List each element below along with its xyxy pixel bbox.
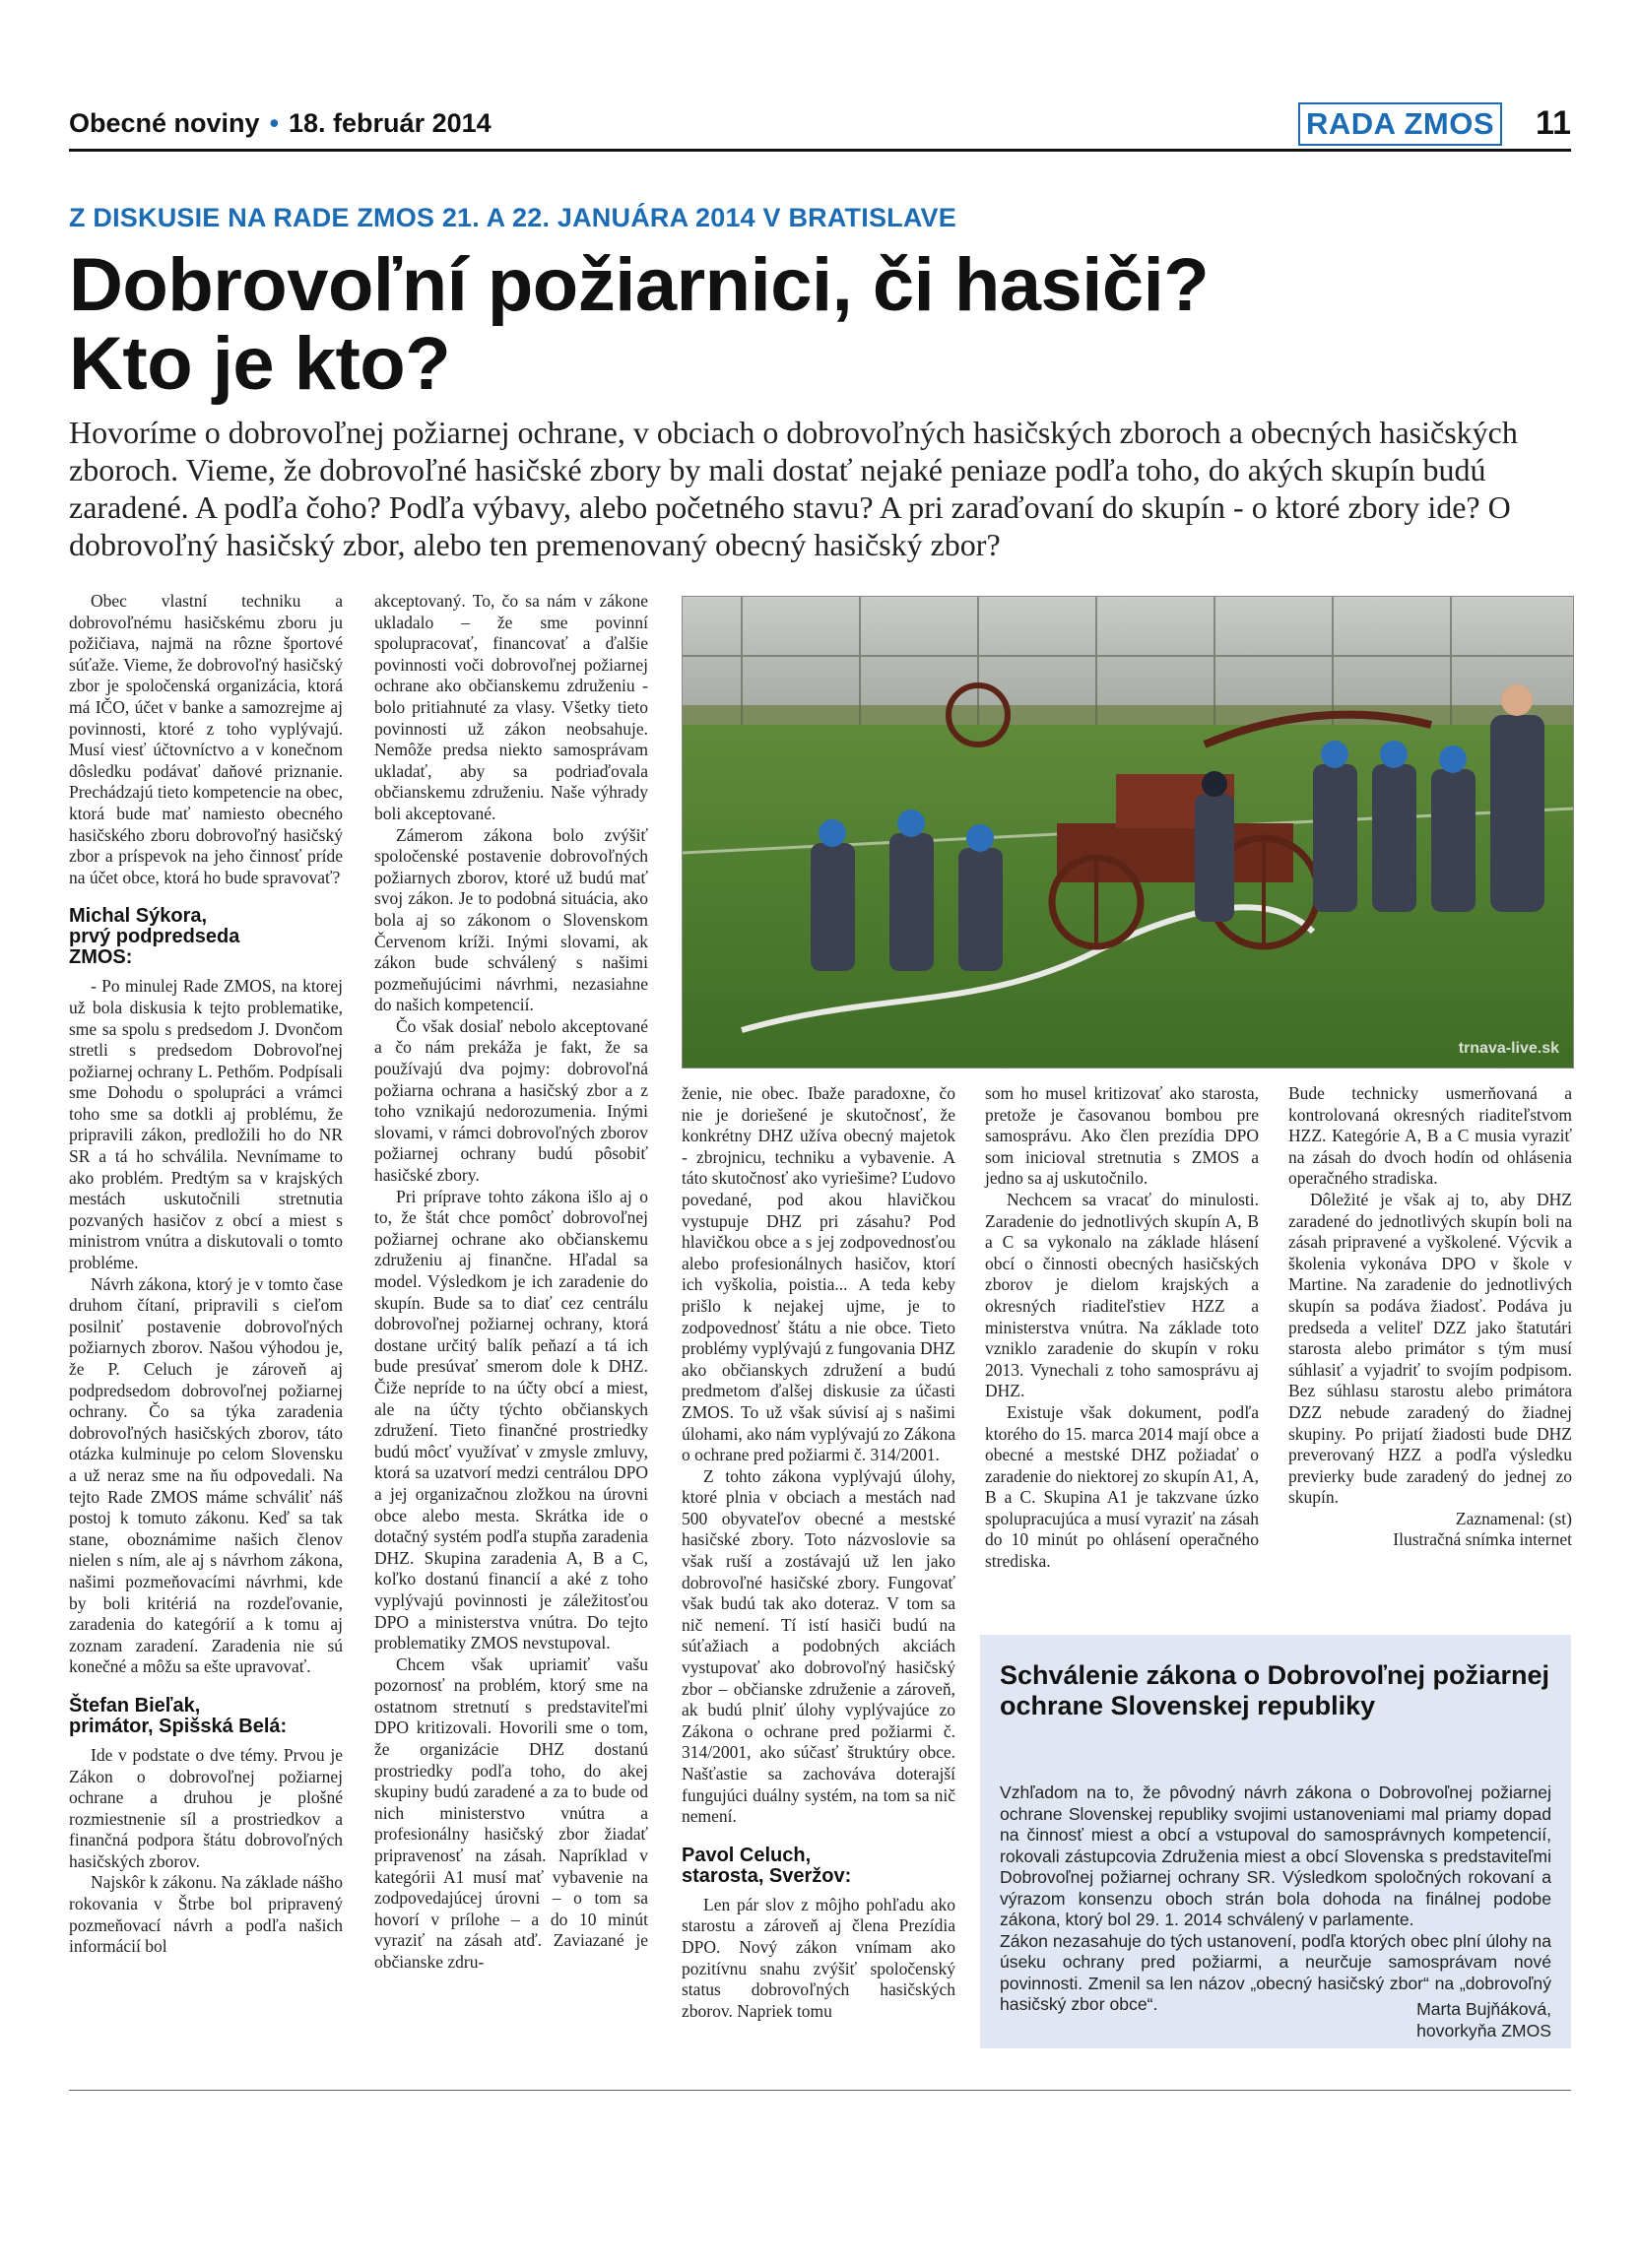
photo-credit: trnava-live.sk <box>1458 1040 1559 1057</box>
article-column-3 <box>682 1083 955 2022</box>
paragraph: Zámerom zákona bolo zvýšiť spoločenské postavenie dobrovoľných požiarnych zborov, ktoré už budú mať svoj zákon. Je to podobná situácia, ako bola aj so zákonom o Slovenskom Červenom kríži. Inými slovami, ak zákon bude schválený s našimi pozmeňujúcimi návrhmi, nezasiahne do našich kompetencií. <box>374 824 648 1015</box>
sidebar-title: Schválenie zákona o Dobrovoľnej požiarnej ochrane Slovenskej republiky <box>1000 1660 1550 1720</box>
signature-name: Marta Bujňáková, <box>1416 1999 1551 2019</box>
paragraph: Len pár slov z môjho pohľadu ako starostu a zároveň aj člena Prezídia DPO. Nový zákon vnímam ako pozitívnu snahu zvýšiť spoločenský status dobrovoľných hasičských zborov. Napriek tomu <box>682 1894 955 2021</box>
footer-rule <box>69 2090 1571 2091</box>
author-credit: Zaznamenal: (st) <box>1455 1508 1572 1528</box>
paragraph: Čo však dosiaľ nebolo akceptované a čo nám prekáža je fakt, že sa používajú dva pojmy: dobrovoľná požiarna ochrana a hasičský zbor a z toho vznikajú nedorozumenia. Inými slovami, v rámci dobrovoľných zborov požiarnej ochrany budú pôsobiť hasičské zbory. <box>374 1015 648 1186</box>
paragraph: Ide v podstate o dve témy. Prvou je Zákon o dobrovoľnej požiarnej ochrane a druhou je plošné rozmiestnenie síl a prostriedkov a finančná podpora štátu dobrovoľných hasičských zborov. <box>69 1744 343 1871</box>
article-photo <box>682 596 1574 1069</box>
paragraph: Nechcem sa vracať do minulosti. Zaradenie do jednotlivých skupín A, B a C sa vykonalo na základe hlásení obcí o činnosti obecných hasičských zborov je dielom krajských a okresných riaditeľstiev HZZ a ministerstva vnútra. Na základe toto vzniklo zaradenie do skupín v roku 2013. Vynechali z toho samosprávu aj DHZ. <box>985 1189 1259 1401</box>
paragraph: Existuje však dokument, podľa ktorého do 15. marca 2014 mají obce a obecné a mestské DHZ požiadať o zaradenie do niektorej zo skupín A1, A, B a C. Skupina A1 je takzvane úzko spolupracujúca a musí vyraziť na zásah do 10 minút po ohlásení operačného strediska. <box>985 1401 1259 1572</box>
paragraph: Pri príprave tohto zákona išlo aj o to, že štát chce pomôcť dobrovoľnej požiarnej ochrane ako občianskemu združeniu aj finančne. Hľadal sa model. Výsledkom je ich zaradenie do skupín. Bude sa to diať cez centrálu dobrovoľnej požiarnej ochrany, ktorá dostane určitý balík peňazí a tá ich bude presúvať smerom dole k DHZ. Čiže nepríde to na účty obcí a miest, ale na účty týchto občianskych združení. Tieto finančné prostriedky budú môcť využívať v zmysle zmluvy, ktorá sa uzatvorí medzi centrálou DPO a jej organizačnou zložkou na úrovni obce alebo mesta. Skrátka ide o dotačný systém podľa stupňa zaradenia DHZ. Skupina zaradenia A, B a C, koľko dostanú financií a aké z toho vyplývajú povinnosti je záležitosťou DPO a ministerstva vnútra. Do tejto problematiky ZMOS nevstupoval. <box>374 1186 648 1653</box>
speaker-name: Štefan Bieľak, <box>69 1694 201 1717</box>
speaker-heading <box>69 1696 343 1737</box>
speaker-heading <box>682 1846 955 1887</box>
publication-name: Obecné noviny <box>69 108 260 138</box>
headline-line-1: Dobrovoľní požiarnici, či hasiči? <box>69 243 1210 327</box>
speaker-role: ZMOS: <box>69 946 133 969</box>
section-badge: RADA ZMOS <box>1298 102 1502 146</box>
speaker-role: primátor, Spišská Belá: <box>69 1715 288 1737</box>
firefighters-photo-illustration <box>683 597 1573 1068</box>
photo-source-credit: Ilustračná snímka internet <box>1393 1529 1572 1550</box>
speaker-name: Pavol Celuch, <box>682 1844 812 1866</box>
article-column-4 <box>985 1083 1259 1573</box>
headline-line-2: Kto je kto? <box>69 322 451 406</box>
paragraph: Dôležité je však aj to, aby DHZ zaradené do jednotlivých skupín boli na zásah pripravené a vyškolené. Výcvik a školenia vykonáva DPO v škole v Martine. Na zaradenie do jednotlivých skupín sa podáva žiadosť. Podáva ju predseda a veliteľ DZZ jako štatutári starosta alebo primátor s tým musí súhlasiť a vyjadriť to svojím podpisom. Bez súhlasu starostu alebo primátora DZZ nebude zaradený do žiadnej skupiny. Po prijatí žiadosti bude DHZ preverovaný HZZ a podľa výsledku previerky bude zaradený do jednej zo skupín. <box>1288 1189 1572 1508</box>
paragraph: som ho musel kritizovať ako starosta, pretože je časovanou bombou pre samosprávu. Ako člen prezídia DPO som inicioval stretnutia s ZMOS a jedno sa aj uskutočnilo. <box>985 1083 1259 1189</box>
sidebar-signature <box>1416 1999 1551 2041</box>
article-lead: Hovoríme o dobrovoľnej požiarnej ochrane, v obciach o dobrovoľných hasičských zboroch a obecných hasičských zboroch. Vieme, že dobrovoľné hasičské zbory by mali dostať nejaké peniaze podľa toho, do akých skupín budú zaradené. A podľa čoho? Podľa výbavy, alebo početného stavu? A pri zaraďovaní do skupín - o ktoré zbory ide? O dobrovoľný hasičský zbor, alebo ten premenovaný obecný hasičský zbor? <box>69 415 1518 562</box>
article-column-1 <box>69 591 343 1958</box>
sidebar-body <box>1000 1782 1551 2016</box>
speaker-heading <box>69 906 343 968</box>
article-column-5 <box>1288 1083 1572 1551</box>
paragraph: Bude technicky usmerňovaná a kontrolovaná okresných riaditeľstvom HZZ. Kategórie A, B a C musia vyraziť na zásah do dvoch hodín od ohlásenia operačného stradiska. <box>1288 1083 1572 1189</box>
paragraph: Chcem však upriamiť vašu pozornosť na problém, ktorý sme na ostatnom stretnutí s predstaviteľmi DPO kritizovali. Hovorili sme o tom, že organizácie DHZ dostanú prostriedky podľa toho, do akej skupiny budú zaradené a za to bude od nich ministerstvo vnútra a profesionálny hasičský zbor žiadať pripravenosť na zásah. Napríklad v kategórii A1 musí mať vybavenie na zodpovedajúcej úrovni – o tom sa hovorí v prílohe – a do 10 minút vyraziť na zásah atď. Zaviazané je občianske zdru- <box>374 1653 648 1972</box>
page-number: 11 <box>1536 104 1571 142</box>
speaker-role: prvý podpredseda <box>69 926 240 948</box>
bullet-separator: • <box>269 108 280 138</box>
paragraph: akceptovaný. To, čo sa nám v zákone ukladalo – že sme povinní spolupracovať, financovať a ďalšie povinnosti voči dobrovoľnej požiarnej ochrane ako občianskemu združeniu - bolo pritiahnuté za vlasy. Všetky tieto povinnosti už zákon neobsahuje. Nemôže predsa niekto samosprávam ukladať, aby sa podriaďovala občianskemu združeniu. Naše výhrady boli akceptované. <box>374 591 648 823</box>
publication-date: 18. február 2014 <box>289 108 492 138</box>
header-rule <box>69 149 1571 152</box>
paragraph: Najskôr k zákonu. Na základe nášho rokovania v Štrbe bol pripravený pozmeňovací návrh a podľa našich informácií bol <box>69 1872 343 1957</box>
publication-line <box>69 108 492 139</box>
sidebar-box <box>980 1635 1571 2048</box>
article-headline <box>69 243 1566 406</box>
paragraph: ženie, nie obec. Ibaže paradoxne, čo nie je doriešené je skutočnosť, že konkrétny DHZ užíva obecný majetok - zbrojnicu, techniku a vybavenie. A táto skutočnosť ako vyriešime? Ľudovo povedané, pod akou hlavičkou vystupuje DHZ pri zásahu? Pod hlavičkou obce a s jej zodpovednosťou alebo profesionálnych hasičov, ktorí ich vyškolia, poistia... A teda keby prišlo k nejakej ujme, je to zodpovednosť štátu a nie obce. Tieto problémy vyplývajú z fungovania DHZ ako občianskych združení a budú predmetom ďalšej diskusie za účasti ZMOS. To už však súvisí aj s našimi úlohami, ako nám vyplývajú zo Zákona o ochrane pred požiarmi č. 314/2001. <box>682 1083 955 1465</box>
sidebar-paragraph: Zákon nezasahuje do tých ustanovení, podľa ktorých obec plní úlohy na úseku ochrany pred požiarmi, a neurčuje samosprávam nové povinnosti. Zmenil sa len názov „obecný hasičský zbor“ na „dobrovoľný hasičský zbor obce“. <box>1000 1930 1551 2014</box>
paragraph: Návrh zákona, ktorý je v tomto čase druhom čítaní, pripravili s cieľom posilniť postavenie dobrovoľných požiarnych zborov. Našou výhodou je, že P. Celuch je zároveň aj podpredsedom dobrovoľnej požiarnej ochrany. Čo sa týka zaradenia dobrovoľných hasičských zborov, táto otázka kulminuje po celom Slovensku a už neraz sme na ňu odpovedali. Na tejto Rade ZMOS máme schváliť náš postoj k tomuto zákonu. Keď sa tak stane, oboznámime našich členov nielen s ním, ale aj s návrhom zákona, našimi pozmeňovacími návrhmi, kde by boli kritériá na rozdeľovanie, zaradenia do kategórií a k tomu aj zoznam zaradení. Zaradenia nie sú konečné a môžu sa ešte upravovať. <box>69 1273 343 1677</box>
paragraph: - Po minulej Rade ZMOS, na ktorej už bola diskusia k tejto problematike, sme sa spolu s predsedom J. Dvončom stretli s predsedom Dobrovoľnej požiarnej ochrany L. Pethőm. Podpísali sme Dohodu o spolupráci a vrámci toho sme sa dotkli aj problému, že pripravili zákon, predložili ho do NR SR a tá ho schválila. Nevnímame to ako problém. Predtým sa v krajských mestách uskutočnili stretnutia pozvaných hasičov z obcí a miest s ministrom vnútra a diskutovali o tomto probléme. <box>69 976 343 1273</box>
paragraph: Obec vlastní techniku a dobrovoľnému hasičskému zboru ju požičiava, najmä na rôzne športové súťaže. Vieme, že dobrovoľný hasičský zbor je spoločenská organizácia, ktorá má IČO, účet v banke a samozrejme aj povinnosti, ktoré z toho vyplývajú. Musí viesť účtovníctvo a v konečnom dôsledku podávať daňové priznanie. Prechádzajú tieto kompetencie na obec, ktorá bude mať namiesto obecného hasičského zboru dobrovoľný hasičský zbor a príspevok na jeho činnosť príde na účet obce, ktorá ho bude spravovať? <box>69 591 343 887</box>
speaker-name: Michal Sýkora, <box>69 905 208 928</box>
page-header <box>69 102 1571 152</box>
paragraph: Z tohto zákona vyplývajú úlohy, ktoré plnia v obciach a mestách nad 500 obyvateľov obecné a mestské hasičské zbory. Toto názvoslovie sa však ruší a zostávajú už len jako dobrovoľné hasičské zbory. Fungovať však budú tak ako doteraz. V tom sa nič nemení. Tí istí hasiči budú na súťažiach a podobných akciách vystupovať ako dobrovoľný hasičský zbor – občianske združenie a zároveň, ak budú plniť úlohy vyplývajúce zo Zákona o ochrane pred požiarmi č. 314/2001, ako súčasť štruktúry obce. Našťastie sa zachováva doterajší fungujúci duálny systém, na tom sa nič nemení. <box>682 1465 955 1827</box>
article-column-2 <box>374 591 648 1974</box>
article-kicker: Z DISKUSIE NA RADE ZMOS 21. A 22. JANUÁRA 2014 V BRATISLAVE <box>69 203 956 232</box>
sidebar-paragraph: Vzhľadom na to, že pôvodný návrh zákona o Dobrovoľnej požiarnej ochrane Slovenskej republiky svojimi ustanoveniami mal priamy dopad na činnosť miest a obcí a vstupoval do samosprávnych kompetencií, rokovali zástupcovia Združenia miest a obcí Slovenska s predstaviteľmi Dobrovoľnej požiarnej ochrany SR. Výsledkom spoločných rokovaní a výrazom konsenzu oboch strán bola dohoda na finálnej podobe zákona, ktorý bol 29. 1. 2014 schválený v parlamente. <box>1000 1782 1551 1929</box>
speaker-role: starosta, Sveržov: <box>682 1864 852 1887</box>
signature-role: hovorkyňa ZMOS <box>1416 2020 1551 2041</box>
